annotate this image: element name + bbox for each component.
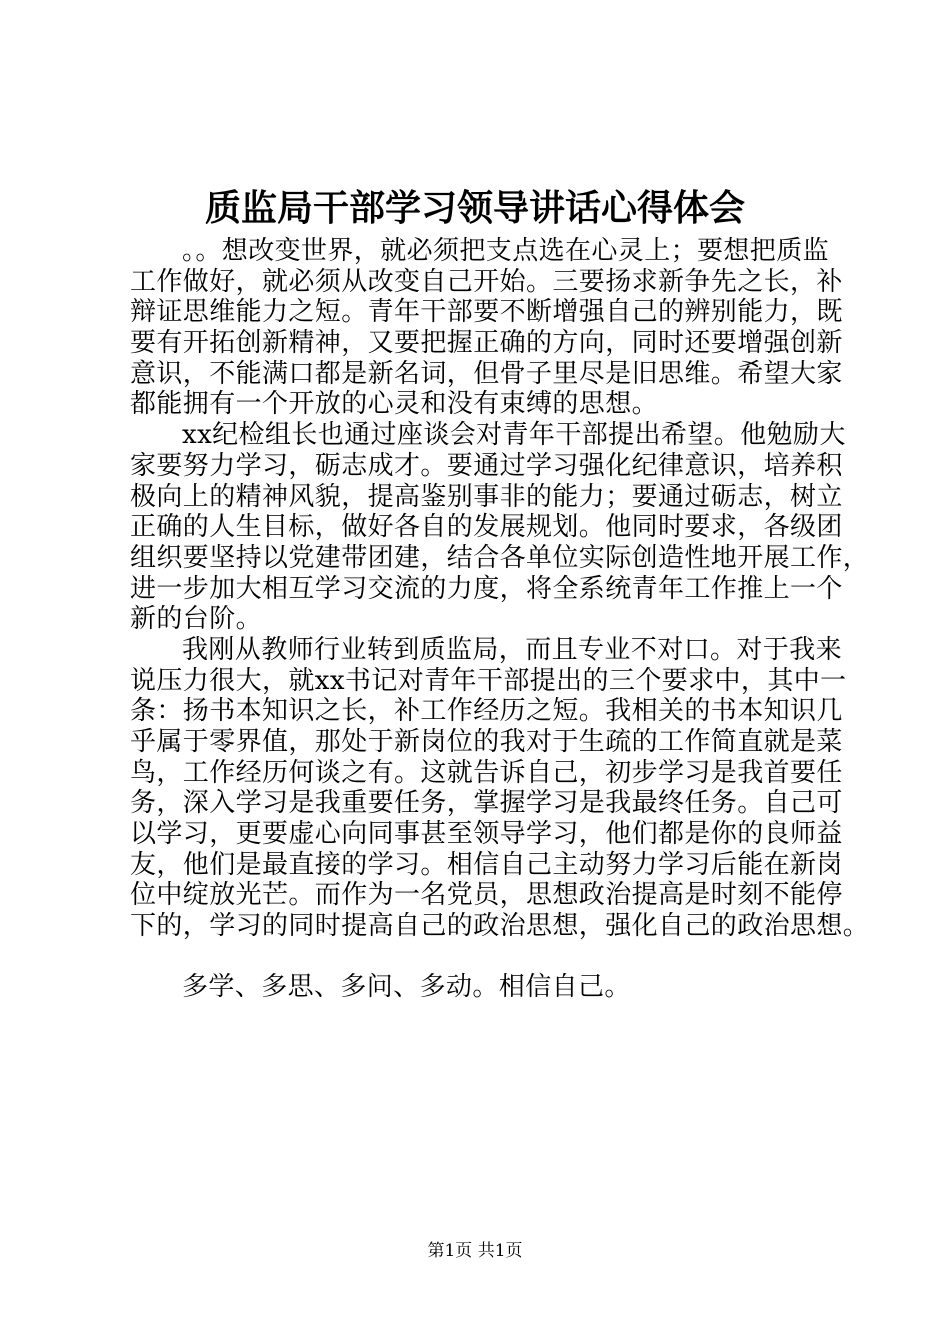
text-line: 下的，学习的同时提高自己的政治思想，强化自己的政治思想。 xyxy=(130,911,870,942)
document-body xyxy=(130,236,870,1003)
text-line: 乎属于零界值，那处于新岗位的我对于生疏的工作简直就是菜 xyxy=(130,727,843,757)
text-line: 条：扬书本知识之长，补工作经历之短。我相关的书本知识几 xyxy=(130,696,843,727)
text-line: 进一步加大相互学习交流的力度，将全系统青年工作推上一个 xyxy=(130,573,843,604)
text-line: 辩证思维能力之短。青年干部要不断增强自己的辨别能力，既 xyxy=(130,297,843,328)
text-line: 以学习，更要虚心向同事甚至领导学习，他们都是你的良师益 xyxy=(130,819,843,850)
text-line: 位中绽放光芒。而作为一名党员，思想政治提高是时刻不能停 xyxy=(130,880,843,911)
text-line: 友，他们是最直接的学习。相信自己主动努力学习后能在新岗 xyxy=(130,849,843,880)
text-line: 我刚从教师行业转到质监局，而且专业不对口。对于我来 xyxy=(182,634,843,665)
text-line: 要有开拓创新精神，又要把握正确的方向，同时还要增强创新 xyxy=(130,328,843,359)
text-line: 鸟，工作经历何谈之有。这就告诉自己，初步学习是我首要任 xyxy=(130,757,843,788)
text-line: 工作做好，就必须从改变自己开始。三要扬求新争先之长，补 xyxy=(130,266,843,297)
text-line: 多学、多思、多问、多动。相信自己。 xyxy=(182,971,631,1002)
text-line: 家要努力学习，砺志成才。要通过学习强化纪律意识，培养积 xyxy=(130,450,843,481)
text-line: 正确的人生目标，做好各自的发展规划。他同时要求，各级团 xyxy=(130,512,843,543)
page-title: 质监局干部学习领导讲话心得体会 xyxy=(204,188,745,229)
paragraph-gap xyxy=(130,942,846,972)
text-line: 务，深入学习是我重要任务，掌握学习是我最终任务。自己可 xyxy=(130,788,843,819)
text-line: 都能拥有一个开放的心灵和没有束缚的思想。 xyxy=(130,389,659,420)
text-line: 组织要坚持以党建带团建，结合各单位实际创造性地开展工作， xyxy=(130,542,870,573)
text-line: 。。想改变世界，就必须把支点选在心灵上；要想把质监 xyxy=(182,236,830,266)
text-line: 新的台阶。 xyxy=(130,604,263,635)
text-line: 说压力很大，就xx书记对青年干部提出的三个要求中，其中一 xyxy=(130,665,847,696)
text-line: 极向上的精神风貌，提高鉴别事非的能力；要通过砺志，树立 xyxy=(130,481,843,512)
page-footer: 第1页 共1页 xyxy=(427,1241,523,1261)
text-line: 意识，不能满口都是新名词，但骨子里尽是旧思维。希望大家 xyxy=(130,358,843,389)
text-line: xx纪检组长也通过座谈会对青年干部提出希望。他勉励大 xyxy=(182,420,846,451)
